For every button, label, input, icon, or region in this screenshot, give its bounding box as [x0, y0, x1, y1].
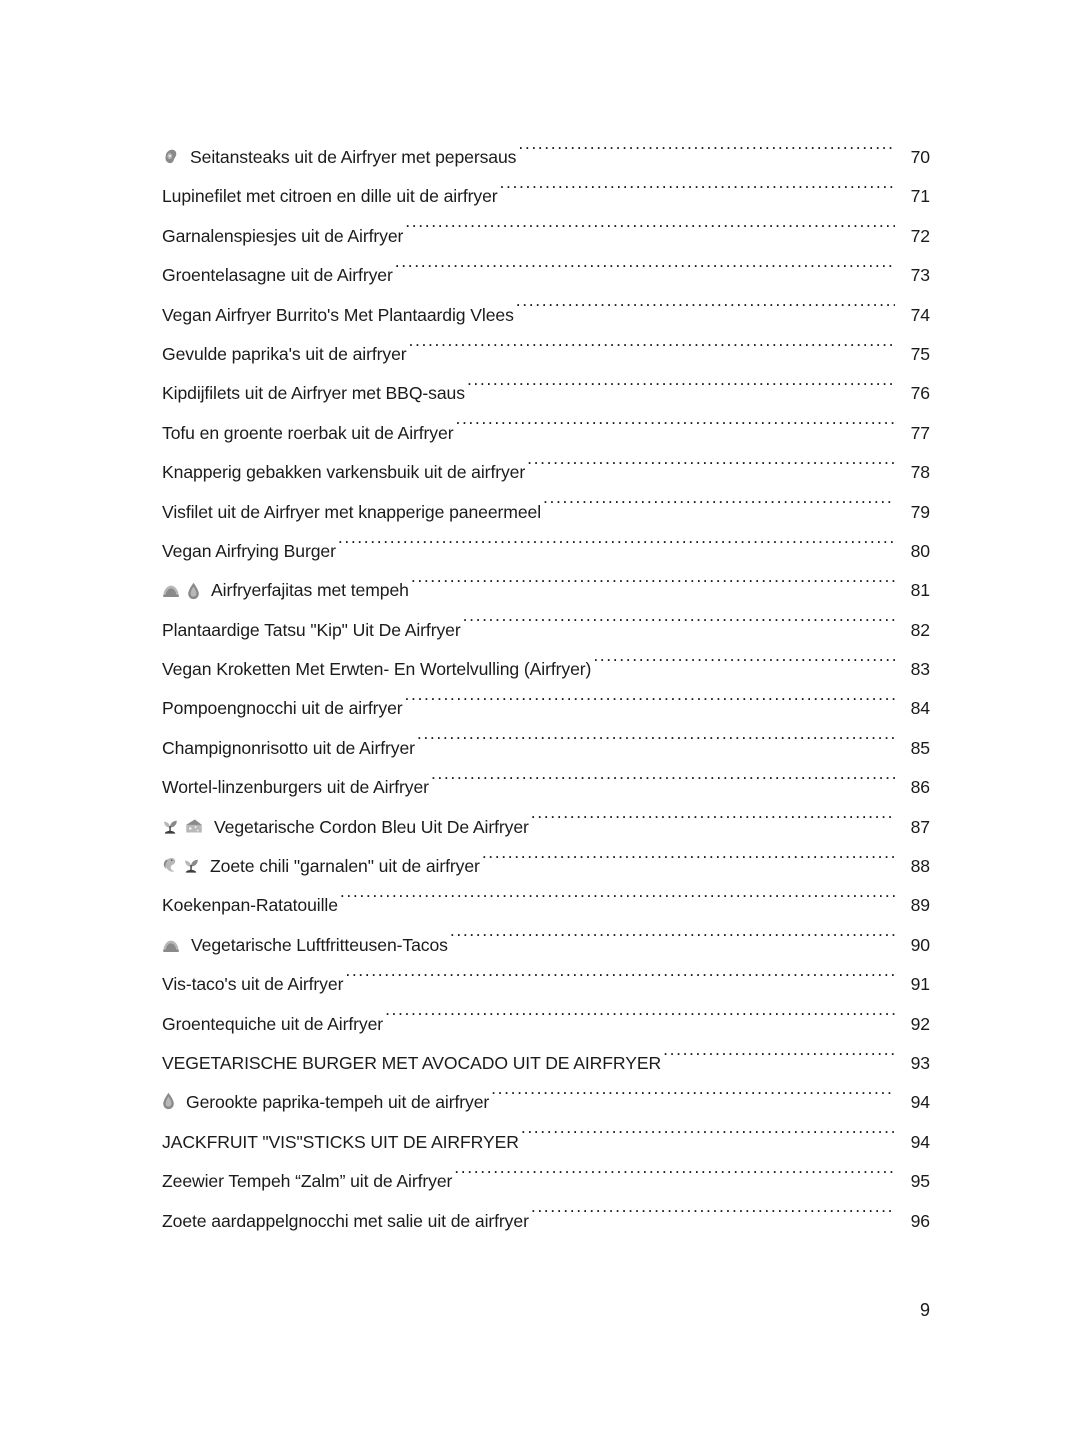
toc-entry[interactable] [162, 1162, 930, 1201]
toc-entry-title: Zoete chili "garnalen" uit de airfryer [210, 856, 480, 877]
toc-dot-leader [411, 579, 895, 597]
seedling-icon [162, 817, 178, 835]
toc-dot-leader [409, 342, 895, 360]
toc-entry-page-number: 94 [910, 1092, 930, 1113]
toc-dot-leader [500, 185, 895, 203]
toc-entry-page-number: 72 [910, 225, 930, 246]
toc-entry[interactable] [162, 138, 930, 177]
toc-entry-page-number: 75 [910, 343, 930, 364]
toc-entry[interactable] [162, 886, 930, 925]
toc-dot-leader [463, 618, 895, 636]
toc-entry-title: Pompoengnocchi uit de airfryer [162, 698, 403, 719]
toc-entry-title: Plantaardige Tatsu "Kip" Uit De Airfryer [162, 619, 461, 640]
toc-entry-page-number: 90 [910, 934, 930, 955]
toc-entry[interactable] [162, 1202, 930, 1241]
toc-dot-leader [516, 303, 895, 321]
toc-entry[interactable] [162, 571, 930, 610]
toc-entry-page-number: 87 [910, 816, 930, 837]
toc-entry-title: Zeewier Tempeh “Zalm” uit de Airfryer [162, 1171, 453, 1192]
toc-entry-title: Gevulde paprika's uit de airfryer [162, 343, 407, 364]
toc-entry-title: Wortel-linzenburgers uit de Airfryer [162, 777, 429, 798]
toc-entry[interactable] [162, 768, 930, 807]
toc-dot-leader [338, 539, 895, 557]
toc-dot-leader [543, 500, 895, 518]
toc-dot-leader [340, 894, 895, 912]
toc-dot-leader [531, 815, 895, 833]
toc-entry-page-number: 79 [910, 501, 930, 522]
toc-entry-page-number: 77 [910, 422, 930, 443]
toc-entry-page-number: 71 [910, 186, 930, 207]
toc-entry-page-number: 86 [910, 777, 930, 798]
taco-icon [162, 583, 180, 598]
toc-dot-leader [482, 854, 895, 872]
toc-entry-title: Koekenpan-Ratatouille [162, 895, 338, 916]
toc-entry[interactable] [162, 611, 930, 650]
toc-entry[interactable] [162, 335, 930, 374]
toc-entry[interactable] [162, 926, 930, 965]
toc-entry[interactable] [162, 650, 930, 689]
toc-entry-title: Kipdijfilets uit de Airfryer met BBQ-saus [162, 383, 465, 404]
toc-entry-title: Tofu en groente roerbak uit de Airfryer [162, 422, 454, 443]
toc-entry[interactable] [162, 296, 930, 335]
toc-entry-page-number: 95 [910, 1171, 930, 1192]
toc-entry-title: Knapperig gebakken varkensbuik uit de airfryer [162, 462, 526, 483]
toc-entry-title: Zoete aardappelgnocchi met salie uit de airfryer [162, 1210, 529, 1231]
toc-entry-title: Groentelasagne uit de Airfryer [162, 265, 393, 286]
toc-dot-leader [417, 736, 895, 754]
toc-entry-page-number: 88 [910, 856, 930, 877]
toc-entry[interactable] [162, 689, 930, 728]
toc-dot-leader [531, 1209, 895, 1227]
toc-entry-title: Seitansteaks uit de Airfryer met pepersaus [190, 147, 517, 167]
toc-entry-page-number: 84 [910, 698, 930, 719]
toc-dot-leader [405, 224, 895, 242]
toc-entry-page-number: 93 [910, 1052, 930, 1073]
toc-entry-page-number: 91 [910, 974, 930, 995]
toc-dot-leader [663, 1051, 895, 1069]
toc-dot-leader [521, 1130, 895, 1148]
toc-entry[interactable] [162, 177, 930, 216]
shrimp-icon [162, 856, 176, 874]
toc-entry[interactable] [162, 532, 930, 571]
toc-entry-icons [162, 148, 187, 165]
toc-entry[interactable] [162, 453, 930, 492]
toc-entry-page-number: 83 [910, 659, 930, 680]
toc-entry-title: Vegetarische Luftfritteusen-Tacos [191, 934, 448, 955]
toc-entry-page-number: 76 [910, 383, 930, 404]
toc-entry[interactable] [162, 217, 930, 256]
toc-entry-title: Champignonrisotto uit de Airfryer [162, 737, 415, 758]
toc-dot-leader [518, 145, 895, 163]
toc-entry[interactable] [162, 256, 930, 295]
toc-entry[interactable] [162, 493, 930, 532]
toc-entry-page-number: 96 [910, 1210, 930, 1231]
seedling-icon [183, 856, 199, 874]
toc-entry-title: Garnalenspiesjes uit de Airfryer [162, 225, 404, 246]
toc-dot-leader [454, 1170, 895, 1188]
toc-entry-page-number: 78 [910, 462, 930, 483]
toc-dot-leader [491, 1091, 895, 1109]
droplet-icon [162, 1092, 175, 1110]
toc-entry-page-number: 89 [910, 895, 930, 916]
toc-entry-title: Vegan Airfrying Burger [162, 540, 336, 561]
toc-entry-title: Visfilet uit de Airfryer met knapperige paneermeel [162, 501, 542, 522]
toc-entry-page-number: 85 [910, 737, 930, 758]
taco-icon [162, 938, 180, 953]
toc-entry-icons [162, 856, 207, 874]
toc-entry[interactable] [162, 729, 930, 768]
toc-entry[interactable] [162, 1083, 930, 1122]
page-number: 9 [919, 1300, 930, 1320]
toc-dot-leader [455, 421, 895, 439]
toc-entry-icons [162, 817, 211, 835]
toc-entry-title: Vegan Airfryer Burrito's Met Plantaardig Vlees [162, 304, 514, 325]
cheese-wedge-icon [185, 818, 203, 834]
toc-entry-page-number: 82 [910, 619, 930, 640]
toc-entry[interactable] [162, 1123, 930, 1162]
toc-entry-title: Gerookte paprika-tempeh uit de airfryer [186, 1092, 490, 1113]
toc-entry-icons [162, 1092, 183, 1110]
toc-entry-title: VEGETARISCHE BURGER MET AVOCADO UIT DE AIRFRYER [162, 1052, 662, 1073]
toc-dot-leader [467, 382, 895, 400]
toc-entry[interactable] [162, 1044, 930, 1083]
toc-entry-title: JACKFRUIT "VIS"STICKS UIT DE AIRFRYER [162, 1131, 519, 1152]
toc-entry[interactable] [162, 965, 930, 1004]
toc-dot-leader [527, 461, 895, 479]
toc-entry[interactable] [162, 1005, 930, 1044]
toc-entry-title: Lupinefilet met citroen en dille uit de airfryer [162, 186, 498, 207]
droplet-icon [187, 582, 200, 600]
toc-entry-page-number: 74 [910, 304, 930, 325]
toc-dot-leader [345, 973, 895, 991]
toc-entry-icons [162, 938, 188, 953]
toc-entry-title: Vegan Kroketten Met Erwten- En Wortelvulling (Airfryer) [162, 659, 592, 680]
toc-entry[interactable] [162, 374, 930, 413]
toc-entry-title: Groentequiche uit de Airfryer [162, 1013, 384, 1034]
toc-dot-leader [593, 657, 895, 675]
toc-entry[interactable] [162, 808, 930, 847]
toc-entry-page-number: 73 [910, 265, 930, 286]
toc-entry-icons [162, 582, 208, 600]
cut-of-meat-icon [162, 148, 179, 165]
toc-entry-page-number: 92 [910, 1013, 930, 1034]
toc-entry-page-number: 80 [910, 540, 930, 561]
toc-entry-page-number: 94 [910, 1131, 930, 1152]
toc-entry-title: Vegetarische Cordon Bleu Uit De Airfryer [214, 816, 529, 837]
toc-dot-leader [431, 776, 895, 794]
toc-dot-leader [405, 697, 895, 715]
table-of-contents [162, 138, 930, 1241]
toc-entry-page-number: 81 [910, 580, 930, 601]
toc-entry[interactable] [162, 847, 930, 886]
toc-entry-title: Airfryerfajitas met tempeh [211, 580, 409, 601]
toc-entry-title: Vis-taco's uit de Airfryer [162, 974, 344, 995]
toc-dot-leader [385, 1012, 895, 1030]
toc-entry-page-number: 70 [910, 147, 930, 167]
toc-dot-leader [450, 933, 895, 951]
toc-dot-leader [395, 264, 895, 282]
toc-entry[interactable] [162, 414, 930, 453]
